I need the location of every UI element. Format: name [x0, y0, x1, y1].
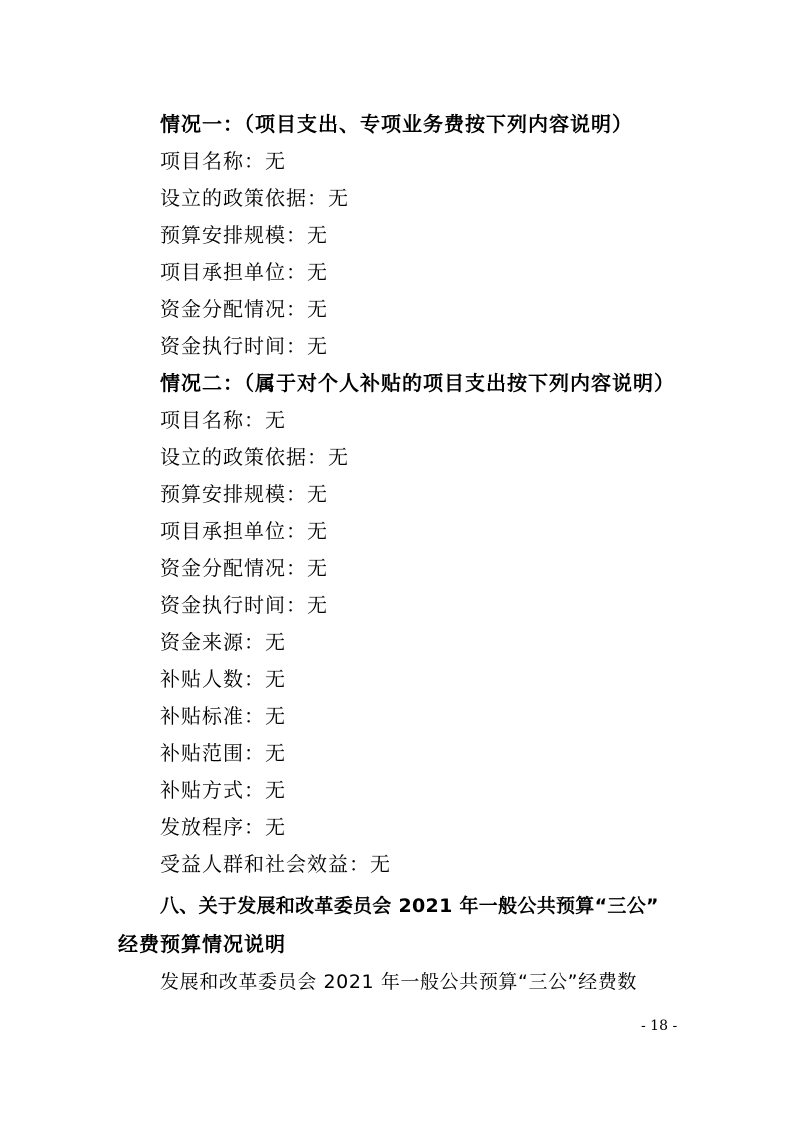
situation-two-item: 项目承担单位：无	[160, 519, 328, 543]
situation-two-item: 资金分配情况：无	[160, 556, 328, 580]
page-number: - 18 -	[641, 1018, 678, 1034]
situation-one-item: 资金分配情况：无	[160, 297, 328, 321]
situation-two-item: 发放程序：无	[160, 815, 286, 839]
situation-two-item: 资金执行时间：无	[160, 593, 328, 617]
section-eight-title-line2: 经费预算情况说明	[118, 932, 286, 956]
situation-two-item: 设立的政策依据：无	[160, 445, 349, 469]
situation-two-heading: 情况二：（属于对个人补贴的项目支出按下列内容说明）	[160, 371, 675, 395]
situation-two-item: 资金来源：无	[160, 630, 286, 654]
situation-one-item: 资金执行时间：无	[160, 334, 328, 358]
situation-one-item: 预算安排规模：无	[160, 223, 328, 247]
situation-two-item: 补贴范围：无	[160, 741, 286, 765]
situation-two-item: 补贴标准：无	[160, 704, 286, 728]
situation-two-item: 项目名称：无	[160, 408, 286, 432]
situation-two-item: 受益人群和社会效益：无	[160, 852, 391, 876]
situation-two-item: 预算安排规模：无	[160, 482, 328, 506]
situation-one-heading: 情况一：（项目支出、专项业务费按下列内容说明）	[160, 112, 633, 136]
section-eight-body-line1: 发展和改革委员会 2021 年一般公共预算“三公”经费数	[160, 971, 637, 993]
situation-one-item: 设立的政策依据：无	[160, 186, 349, 210]
situation-two-item: 补贴方式：无	[160, 778, 286, 802]
section-eight-title-line1: 八、关于发展和改革委员会 2021 年一般公共预算“三公”	[160, 895, 659, 917]
situation-one-item: 项目名称：无	[160, 149, 286, 173]
situation-two-item: 补贴人数：无	[160, 667, 286, 691]
situation-one-item: 项目承担单位：无	[160, 260, 328, 284]
